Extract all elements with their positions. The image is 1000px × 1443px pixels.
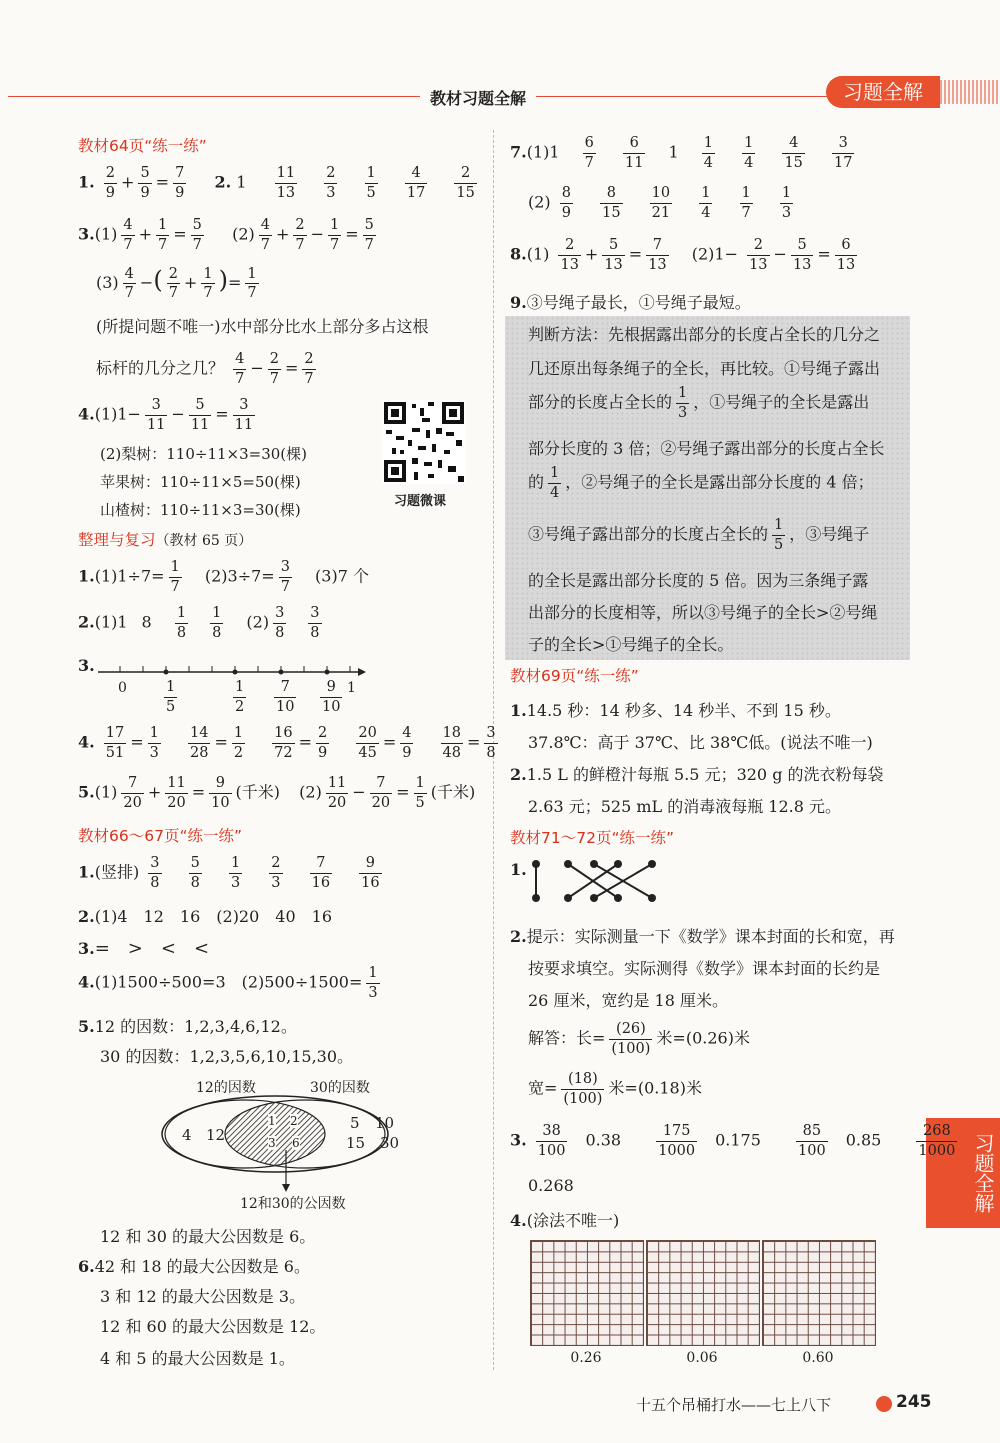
venn-right-10: 10 — [375, 1114, 395, 1132]
q9-line9: 子的全长>①号绳子的全长。 — [528, 635, 734, 654]
q9-line8: 出部分的长度相等，所以③号绳子的全长>②号绳 — [528, 603, 878, 622]
header-tab-stripes — [940, 80, 1000, 104]
side-tab: 习题全解 — [926, 1118, 1000, 1228]
number-line-label-7-10: $\frac{7}{10}$ — [276, 679, 295, 715]
q9-line4: 部分长度的 3 倍；②号绳子露出部分的长度占全长 — [528, 439, 885, 458]
p66-q6-line2: 3 和 12 的最大公因数是 3。 — [100, 1287, 306, 1306]
review-q3-num: 3. — [78, 656, 95, 675]
p66-q2: 2.(1)4 12 16 (2)20 40 16 — [78, 907, 333, 926]
venn-right-5: 5 — [350, 1114, 360, 1132]
p69-q1-line1: 1.14.5 秒：14 秒多、14 秒半、不到 15 秒。 — [510, 701, 841, 720]
page-dot-icon — [876, 1396, 892, 1412]
p66-q6-line4: 4 和 5 的最大公因数是 1。 — [100, 1349, 295, 1368]
venn-right-30: 30 — [380, 1134, 400, 1152]
hundred-grid-3 — [762, 1240, 876, 1346]
p71-q2-line1: 2.提示：实际测量一下《数学》课本封面的长和宽，再 — [510, 927, 895, 946]
section-heading-p69: 教材69页“练一练” — [510, 667, 639, 685]
review-q1: 1.(1)1÷7= $\frac{1}{7}$ (2)3÷7= $\frac{3}{7}$ (3)7 个 — [78, 559, 369, 595]
grid-label-1: 0.26 — [570, 1350, 602, 1366]
venn-bottom-label: 12和30的公因数 — [240, 1196, 346, 1212]
qr-label: 习题微课 — [394, 494, 447, 509]
p64-q3-line1: 3.(1) $\frac{4}{7}$ + $\frac{1}{7}$ = $\frac{5}{7}$ (2) $\frac{4}{7}$ + $\frac{2}{7}$ − $\frac{1}{7}$ = $\frac{5}{7}$ — [78, 217, 374, 253]
review-q5: 5.(1) $\frac{7}{20}$ + $\frac{11}{20}$ = $\frac{9}{10}$ (千米) (2) $\frac{11}{20}$ − $\frac{7}{20}$ = $\frac{1}{5}$ (千米) — [78, 775, 476, 811]
p64-q1: 1. $\frac{2}{9}$ + $\frac{5}{9}$ = $\frac{7}{9}$ 2. 1 $\frac{11}{13}$ $\frac{2}{3}$ $\frac{1}{5}$ $\frac{4}{17}$ $\frac{2}{15}$ — [78, 165, 475, 201]
q9-line5: 的 $\frac{1}{4}$ ，②号绳子的全长是露出部分长度的 4 倍； — [528, 465, 874, 501]
venn-mid-1: 1 — [268, 1114, 276, 1128]
p64-q3-note: (所提问题不唯一)水中部分比水上部分多占这根 — [96, 317, 429, 336]
p64-q3-note2: 标杆的几分之几？ $\frac{4}{7}$ − $\frac{2}{7}$ = $\frac{2}{7}$ — [96, 351, 314, 387]
p66-q6-line1: 6.42 和 18 的最大公因数是 6。 — [78, 1257, 310, 1276]
p66-q5-line2: 30 的因数：1,2,3,5,6,10,15,30。 — [100, 1047, 354, 1066]
p71-q2-line2: 按要求填空。实际测得《数学》课本封面的长约是 — [528, 959, 881, 978]
hundred-grid-2 — [646, 1240, 760, 1346]
p71-q2-length: 解答：长= $\frac{(26)}{(100)}$ 米=(0.26)米 — [528, 1021, 750, 1057]
q9-line7: 的全长是露出部分长度的 5 倍。因为三条绳子露 — [528, 571, 869, 590]
page-number: 245 — [896, 1392, 932, 1412]
q9-answer: 9.③号绳子最长，①号绳子最短。 — [510, 293, 751, 312]
number-line-label-1-5: $\frac{1}{5}$ — [166, 679, 176, 715]
q7-line1: 7.(1)1 $\frac{6}{7}$ $\frac{6}{11}$ 1 $\frac{1}{4}$ $\frac{1}{4}$ $\frac{4}{15}$ $\frac{3}{17}$ — [510, 135, 853, 171]
header-rule — [8, 96, 828, 97]
venn-left-4: 4 — [182, 1126, 192, 1144]
p66-q4: 4.(1)1500÷500=3 (2)500÷1500= $\frac{1}{3}$ — [78, 965, 378, 1001]
p66-q1: 1.(竖排) $\frac{3}{8}$ $\frac{5}{8}$ $\frac{1}{3}$ $\frac{2}{3}$ $\frac{7}{16}$ $\frac{9}{16}$ — [78, 855, 380, 891]
section-heading-review: 整理与复习（教材 65 页） — [78, 531, 253, 549]
section-heading-p66: 教材66～67页“练一练” — [78, 827, 243, 845]
p71-q2-width: 宽= $\frac{(18)}{(100)}$ 米=(0.18)米 — [528, 1071, 702, 1107]
p71-q4: 4.(涂法不唯一) — [510, 1211, 620, 1230]
review-q2: 2.(1)1 8 $\frac{1}{8}$ $\frac{1}{8}$ (2) $\frac{3}{8}$ $\frac{3}{8}$ — [78, 605, 320, 641]
header-tab: 习题全解 — [826, 76, 940, 108]
p69-q2-line1: 2.1.5 L 的鲜橙汁每瓶 5.5 元；320 g 的洗衣粉每袋 — [510, 765, 884, 784]
header-title: 教材习题全解 — [420, 86, 536, 109]
number-line-label-9-10: $\frac{9}{10}$ — [322, 679, 341, 715]
grid-label-2: 0.06 — [686, 1350, 718, 1366]
q9-line6: ③号绳子露出部分的长度占全长的 $\frac{1}{5}$ ，③号绳子 — [528, 517, 870, 553]
review-q4: 4. $\frac{17}{51}$ = $\frac{1}{3}$ $\frac{14}{28}$ = $\frac{1}{2}$ $\frac{16}{72}$ = $\frac{2}{9}$ $\frac{20}{45}$ = $\frac{4}{9}$ $\frac{18}{48}$ = $\frac{3}{8}$ — [78, 725, 496, 761]
matching-lines-diagram — [528, 856, 668, 906]
venn-mid-3: 3 — [268, 1136, 276, 1150]
section-heading-p71: 教材71～72页“练一练” — [510, 829, 675, 847]
p71-q3-line2: 0.268 — [528, 1176, 574, 1195]
q7-line2: (2) $\frac{8}{9}$ $\frac{8}{15}$ $\frac{10}{21}$ $\frac{1}{4}$ $\frac{1}{7}$ $\frac{1}{3}$ — [528, 185, 792, 221]
p71-q3-line1: 3. $\frac{38}{100}$ 0.38 $\frac{175}{1000}$ 0.175 $\frac{85}{100}$ 0.85 $\frac{268}{1000}$ — [510, 1123, 956, 1159]
p64-q4-lines: (2) 梨树：110÷11×3=30(棵) 苹果树：110÷11×5=50(棵) 山楂树：110÷11×3=30(棵) — [100, 445, 308, 519]
section-heading-p64: 教材64页“练一练” — [78, 137, 207, 155]
q8: 8.(1) $\frac{2}{13}$ + $\frac{5}{13}$ = $\frac{7}{13}$ (2)1− $\frac{2}{13}$ − $\frac{5}{13}$ = $\frac{6}{13}$ — [510, 237, 856, 273]
p66-q3: 3.= > < < — [78, 938, 210, 959]
p66-q6-line3: 12 和 60 的最大公因数是 12。 — [100, 1317, 326, 1336]
p66-q5-line1: 5.12 的因数：1,2,3,4,6,12。 — [78, 1017, 297, 1036]
venn-left-title: 12的因数 — [196, 1080, 256, 1096]
p64-q3-line2: (3) $\frac{4}{7}$ −( $\frac{2}{7}$ + $\frac{1}{7}$ )= $\frac{1}{7}$ — [96, 265, 257, 301]
p69-q1-line2: 37.8℃：高于 37℃、比 38℃低。(说法不唯一) — [528, 733, 873, 752]
p64-q4-line1: 4.(1)1− $\frac{3}{11}$ − $\frac{5}{11}$ = $\frac{3}{11}$ — [78, 397, 254, 433]
q9-line2: 几还原出每条绳子的全长，再比较。①号绳子露出 — [528, 359, 881, 378]
venn-mid-6: 6 — [292, 1136, 300, 1150]
p69-q2-line2: 2.63 元；525 mL 的消毒液每瓶 12.8 元。 — [528, 797, 842, 816]
footer-text: 十五个吊桶打水——七上八下 — [636, 1396, 832, 1414]
venn-mid-2: 2 — [290, 1114, 298, 1128]
number-line-label-1: 1 — [347, 680, 356, 696]
q9-line1: 判断方法：先根据露出部分的长度占全长的几分之 — [528, 325, 881, 344]
qr-code-icon[interactable] — [382, 400, 466, 484]
venn-right-15: 15 — [346, 1134, 366, 1152]
venn-right-title: 30的因数 — [310, 1080, 370, 1096]
grid-label-3: 0.60 — [802, 1350, 834, 1366]
q9-line3: 部分的长度占全长的 $\frac{1}{3}$ ，①号绳子的全长是露出 — [528, 385, 870, 421]
hundred-grid-1 — [530, 1240, 644, 1346]
p66-q5-conclusion: 12 和 30 的最大公因数是 6。 — [100, 1227, 316, 1246]
p71-q1-num: 1. — [510, 860, 527, 879]
p71-q2-line3: 26 厘米，宽约是 18 厘米。 — [528, 991, 728, 1010]
venn-left-12: 12 — [206, 1126, 226, 1144]
number-line-label-1-2: $\frac{1}{2}$ — [235, 679, 245, 715]
number-line-label-0: 0 — [118, 680, 127, 696]
